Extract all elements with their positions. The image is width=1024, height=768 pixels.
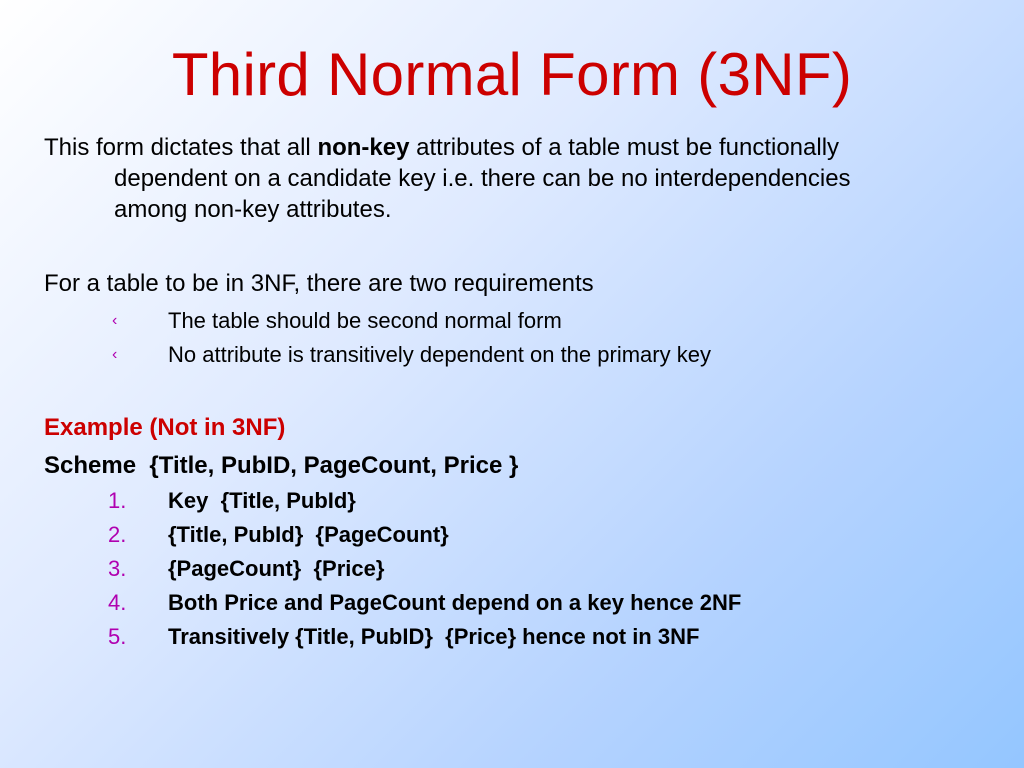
list-item [108,588,1008,622]
item-number: 3. [108,556,127,581]
requirement-text: No attribute is transitively dependent on the primary key [168,342,711,367]
scheme-value: {Title, PubID, PageCount, Price } [142,452,519,479]
intro-paragraph [44,132,1004,225]
item-text [168,554,384,584]
intro-text-start: This form dictates that all [44,134,318,161]
item-text-before: {Title, PubId} [168,522,310,547]
requirements-lead: For a table to be in 3NF, there are two requirements [44,270,594,297]
item-text-before: {PageCount} [168,556,308,581]
intro-bold-term: non-key [317,134,410,161]
intro-line-2: dependent on a candidate key i.e. there can be no interdependencies [114,165,851,192]
item-text-after: {Price} [307,556,385,581]
item-text-before: Both Price and PageCount depend on a key hence 2NF [168,590,742,615]
list-item [108,554,1008,588]
item-number: 2. [108,522,127,547]
scheme-label: Scheme [44,452,143,479]
item-text-after: {PageCount} [309,522,449,547]
example-heading: Example (Not in 3NF) [44,414,286,441]
item-text [168,588,741,618]
item-text-after: {Title, PubId} [214,488,356,513]
item-number: 4. [108,590,127,615]
bullet-icon: ‹ [112,346,118,363]
bullet-icon: ‹ [112,312,118,329]
intro-line-3: among non-key attributes. [114,196,392,223]
requirement-text: The table should be second normal form [168,308,562,333]
item-text [168,622,699,652]
item-text [168,486,356,516]
requirement-item [112,306,992,340]
item-text [168,520,449,550]
item-text-after: {Price} hence not in 3NF [439,624,700,649]
slide-title: Third Normal Form (3NF) [171,41,853,108]
intro-text-end: attributes of a table must be functionally [409,134,840,161]
item-number: 5. [108,624,127,649]
item-text-before: Key [168,488,215,513]
list-item [108,520,1008,554]
item-text-before: Transitively {Title, PubID} [168,624,440,649]
item-number: 1. [108,488,127,513]
example-steps [108,486,1008,656]
requirement-item [112,340,992,374]
requirements-list [112,306,992,374]
list-item [108,622,1008,656]
scheme-line [44,450,518,482]
list-item [108,486,1008,520]
